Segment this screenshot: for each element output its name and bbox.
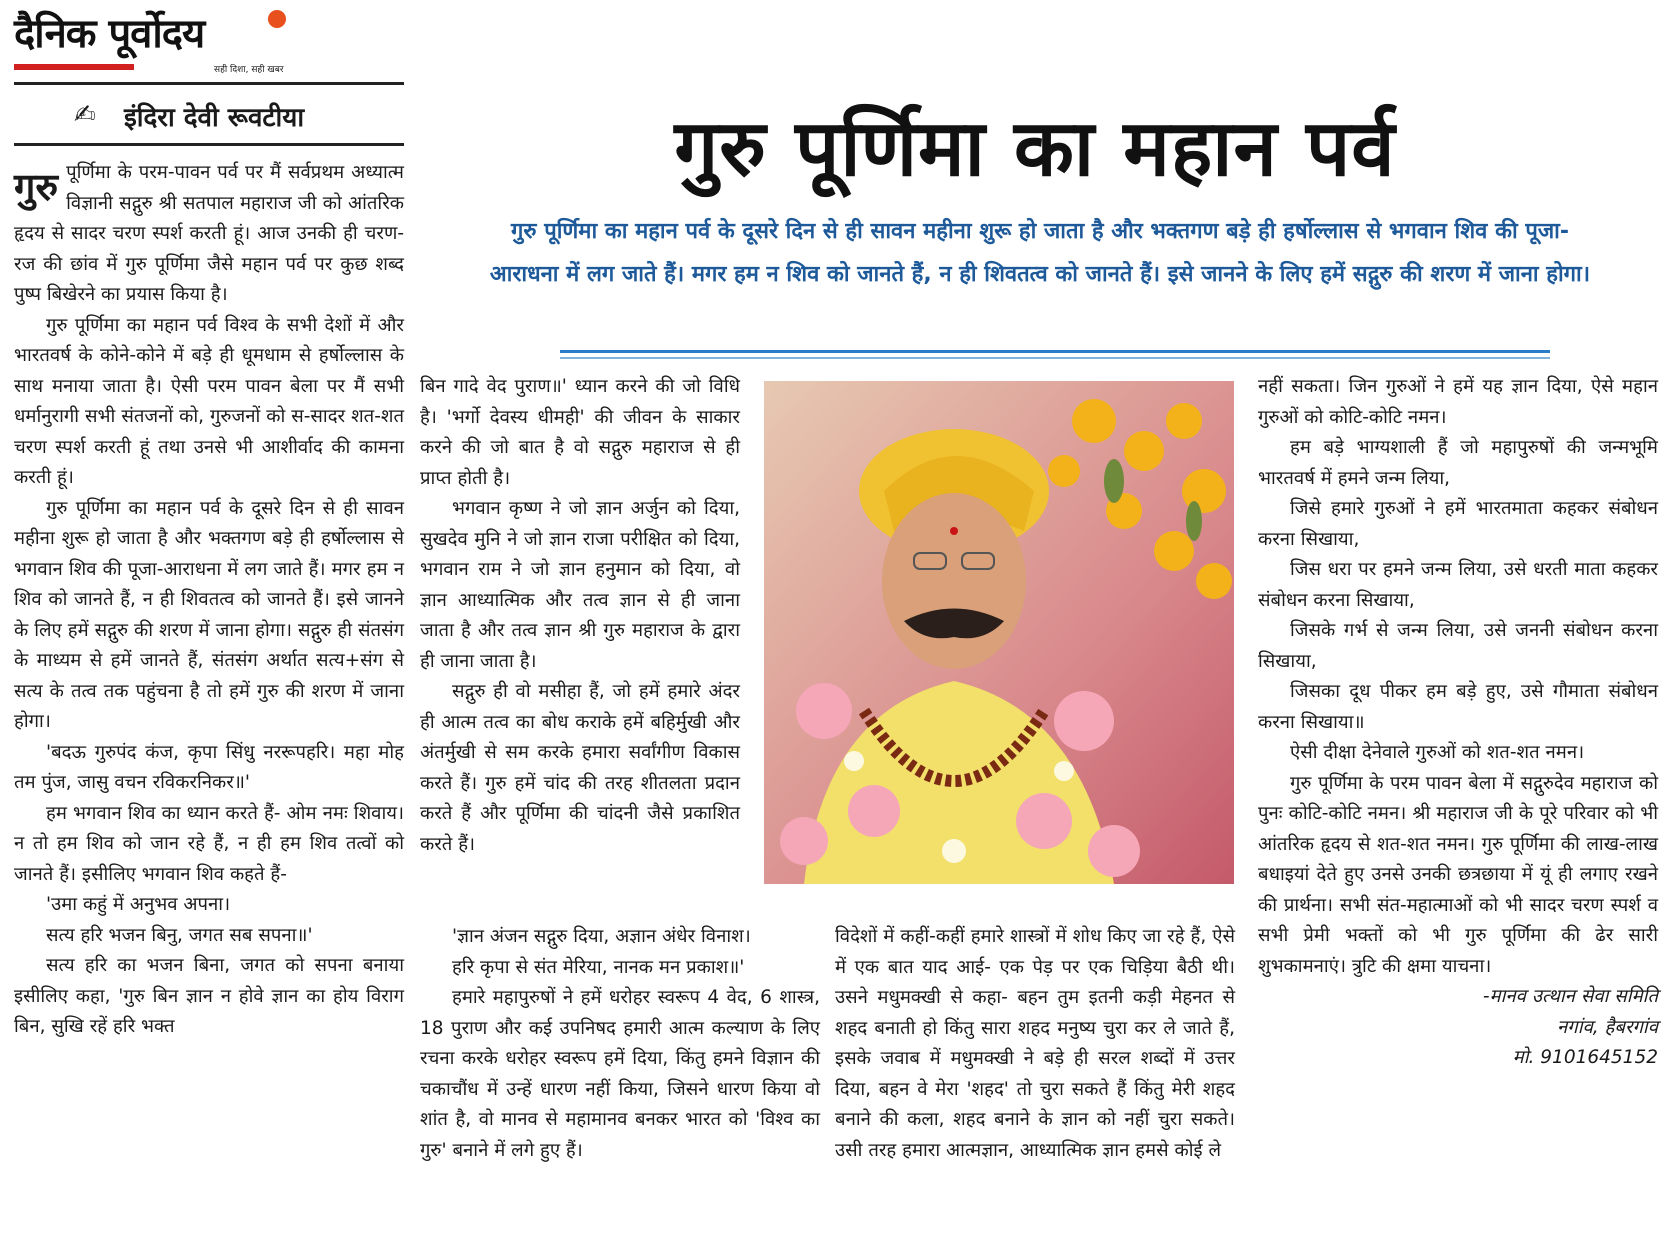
signature-place: नगांव, हैबरगांव	[1557, 1016, 1658, 1038]
masthead-red-bar	[14, 64, 134, 70]
byline-divider	[14, 143, 404, 146]
paragraph: हरि कृपा से संत मेरिया, नानक मन प्रकाश॥'	[452, 956, 745, 978]
article-column-1	[14, 158, 404, 1043]
author-name: इंदिरा देवी रूवटीया	[124, 103, 305, 133]
paragraph: जिसे हमारे गुरुओं ने हमें भारतमाता कहकर संबोधन करना सिखाया,	[1258, 498, 1658, 550]
paragraph: 'बदऊ गुरुपंद कंज, कृपा सिंधु नररूपहरि। महा मोह तम पुंज, जासु वचन रविकरनिकर॥'	[14, 741, 404, 793]
headline: गुरु पूर्णिमा का महान पर्व	[674, 104, 1396, 194]
article-column-2	[420, 372, 740, 860]
intro-rule-thin	[560, 357, 1550, 359]
paragraph: 'उमा कहुं में अनुभव अपना।	[46, 894, 231, 915]
portrait-illustration	[764, 381, 1234, 884]
paragraph: सत्य हरि भजन बिनु, जगत सब सपना॥'	[46, 924, 313, 946]
top-divider	[14, 82, 404, 85]
byline	[14, 96, 404, 136]
sun-logo-icon	[268, 10, 286, 28]
paragraph: ऐसी दीक्षा देनेवाले गुरुओं को शत-शत नमन।	[1290, 742, 1585, 763]
intro-deck: गुरु पूर्णिमा का महान पर्व के दूसरे दिन से ही सावन महीना शुरू हो जाता है और भक्तगण बड़े ही हर्षोल्लास से भगवान शिव की पूजा-आराधना में लग जाते हैं। मगर हम न शिव को जानते हैं, न ही शिवतत्व को जानते हैं। इसे जानने के लिए हमें सद्गुरु की शरण में जाना होगा।	[489, 219, 1591, 287]
newspaper-masthead	[14, 4, 284, 75]
article-column-3	[835, 922, 1235, 1166]
paragraph: सत्य हरि का भजन बिना, जगत को सपना बनाया इसीलिए कहा, 'गुरु बिन ज्ञान न होवे ज्ञान का होय विराग बिन, सुखि रहें हरि भक्त	[14, 955, 404, 1037]
paragraph: विदेशों में कहीं-कहीं हमारे शास्त्रों में शोध किए जा रहे हैं, ऐसे में एक बात याद आई- एक पेड़ पर एक चिड़िया बैठी थी। उसने मधुमक्खी से कहा- बहन तुम इतनी कड़ी मेहनत से शहद बनाती हो किंतु सारा शहद मनुष्य चुरा कर ले जाते हैं, इसके जवाब में मधुमक्खी ने बड़े ही सरल शब्दों में उत्तर दिया, बहन वे मेरा 'शहद' तो चुरा सकते हैं किंतु मेरी शहद बनाने की कला, शहद बनाने के ज्ञान को नहीं चुरा सकते। उसी तरह हमारा आत्मज्ञान, आध्यात्मिक ज्ञान हमसे कोई ले	[835, 926, 1235, 1161]
paragraph: जिसके गर्भ से जन्म लिया, उसे जननी संबोधन करना सिखाया,	[1258, 620, 1658, 672]
paragraph: हमारे महापुरुषों ने हमें धरोहर स्वरूप 4 वेद, 6 शास्त्र, 18 पुराण और कई उपनिषद हमारी आत्म कल्याण के लिए रचना करके धरोहर स्वरूप हमें दिया, किंतु हमने विज्ञान की चकाचौंध में उन्हें धारण नहीं किया, जिसने धारण किया वो शांत है, वो मानव से महामानव बनकर भारत को 'विश्व का गुरु' बनाने में लगे हुए हैं।	[420, 987, 820, 1161]
paragraph: बिन गादे वेद पुराण॥' ध्यान करने की जो विधि है। 'भर्गो देवस्य धीमही' की जीवन के साकार करने की जो बात है वो सद्गुरु महाराज से ही प्राप्त होती है।	[420, 376, 740, 489]
paragraph: 'ज्ञान अंजन सद्गुरु दिया, अज्ञान अंधेर विनाश।	[452, 926, 751, 947]
drop-cap: गुरु	[14, 165, 59, 209]
paragraph: हम भगवान शिव का ध्यान करते हैं- ओम नमः शिवाय। न तो हम शिव को जान रहे हैं, न ही हम शिव तत्वों को जानते हैं। इसीलिए भगवान शिव कहते हैं-	[14, 802, 404, 885]
paragraph: भगवान कृष्ण ने जो ज्ञान अर्जुन को दिया, सुखदेव मुनि ने जो ज्ञान राजा परीक्षित को दिया, भगवान राम ने जो ज्ञान हनुमान को दिया, वो ज्ञान आध्यात्मिक और तत्व ज्ञान से ही जाना जाता है और तत्व ज्ञान श्री गुरु महाराज के द्वारा ही जाना जाता है।	[420, 498, 740, 672]
paragraph: गुरु पूर्णिमा के परम-पावन पर्व पर मैं सर्वप्रथम अध्यात्म विज्ञानी सद्गुरु श्री सतपाल महाराज जी को आंतरिक हृदय से सादर चरण स्पर्श करती हूं। आज उनकी ही चरण-रज की छांव में गुरु पूर्णिमा जैसे महान पर्व पर कुछ शब्द पुष्प बिखेरने का प्रयास किया है।	[14, 162, 404, 305]
article-column-2-lower	[420, 922, 820, 1166]
pen-icon: ✍	[74, 100, 96, 130]
intro-rule	[560, 350, 1550, 353]
paragraph: जिस धरा पर हमने जन्म लिया, उसे धरती माता कहकर संबोधन करना सिखाया,	[1258, 559, 1658, 611]
newspaper-name: दैनिक पूर्वोदय	[14, 11, 205, 57]
signature-org: -मानव उत्थान सेवा समिति	[1482, 986, 1658, 1007]
paragraph: गुरु पूर्णिमा का महान पर्व के दूसरे दिन से ही सावन महीना शुरू हो जाता है और भक्तगण बड़े ही हर्षोल्लास से भगवान शिव की पूजा-आराधना में लग जाते हैं। मगर हम न शिव को जानते हैं, न ही शिवतत्व को जानते हैं। इसे जानने के लिए हमें सद्गुरु की शरण में जाना होगा। सद्गुरु ही संतसंग के माध्यम से हमें जानते हैं, संतसंग अर्थात सत्य+संग से सत्य के तत्व तक पहुंचना है तो हमें गुरु की शरण में जाना होगा।	[14, 497, 404, 732]
paragraph: नहीं सकता। जिन गुरुओं ने हमें यह ज्ञान दिया, ऐसे महान गुरुओं को कोटि-कोटि नमन।	[1258, 376, 1658, 428]
paragraph: जिसका दूध पीकर हम बड़े हुए, उसे गौमाता संबोधन करना सिखाया॥	[1258, 681, 1658, 733]
paragraph: गुरु पूर्णिमा का महान पर्व विश्व के सभी देशों में और भारतवर्ष के कोने-कोने में बड़े ही धूमधाम से हर्षोल्लास के साथ मनाया जाता है। ऐसी परम पावन बेला पर मैं सभी धर्मानुरागी सभी संतजनों को, गुरुजनों को स-सादर शत-शत चरण स्पर्श करती हूं तथा उनसे भी आशीर्वाद की कामना करती हूं।	[14, 314, 404, 488]
paragraph: सद्गुरु ही वो मसीहा हैं, जो हमें हमारे अंदर ही आत्म तत्व का बोध कराके हमें बहिर्मुखी और अंतर्मुखी से सम करके हमारा सर्वांगीण विकास करते हैं। गुरु हमें चांद की तरह शीतलता प्रदान करते हैं और पूर्णिमा की चांदनी जैसे प्रकाशित करते हैं।	[420, 681, 740, 855]
guru-portrait-photo	[764, 381, 1234, 884]
masthead-tagline: सही दिशा, सही खबर	[214, 65, 284, 75]
paragraph: गुरु पूर्णिमा के परम पावन बेला में सद्गुरुदेव महाराज को पुनः कोटि-कोटि नमन। श्री महाराज जी के पूरे परिवार को भी आंतरिक हृदय से शत-शत नमन। गुरु पूर्णिमा की लाख-लाख बधाइयां देते हुए उनसे उनकी छत्रछाया में यूं ही लगाए रखने की प्रार्थना। सभी संत-महात्माओं को भी सादर चरण स्पर्श व सभी प्रेमी भक्तों को भी गुरु पूर्णिमा की ढेर सारी शुभकामनाएं। त्रुटि की क्षमा याचना।	[1258, 772, 1658, 977]
signature-phone: मो. 9101645152	[1512, 1047, 1658, 1068]
paragraph: हम बड़े भाग्यशाली हैं जो महापुरुषों की जन्मभूमि भारतवर्ष में हमने जन्म लिया,	[1258, 437, 1658, 489]
article-column-4	[1258, 372, 1658, 1074]
